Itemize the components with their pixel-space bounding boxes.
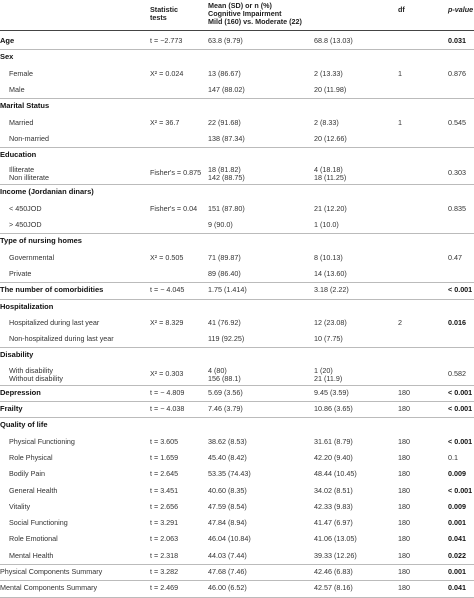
- row-mild: 9 (90.0): [208, 220, 233, 229]
- row-label: With disability Without disability: [9, 365, 63, 383]
- table-row: [0, 218, 474, 234]
- table-row: [0, 34, 474, 50]
- row-label: Income (Jordanian dinars): [0, 187, 94, 197]
- row-df: 180: [398, 436, 410, 446]
- row-p: 0.001: [448, 567, 466, 576]
- row-mild: 41 (76.92): [208, 317, 241, 327]
- table-row: [0, 99, 474, 115]
- row-moderate: 39.33 (12.26): [314, 550, 357, 560]
- row-moderate: 42.57 (8.16): [314, 583, 353, 593]
- row-label: > 450JOD: [9, 220, 42, 229]
- row-test: X² = 0.505: [150, 252, 184, 262]
- table-row: [0, 467, 474, 483]
- row-p: 0.041: [448, 534, 466, 544]
- row-mild: 44.03 (7.44): [208, 550, 247, 560]
- row-test: t = − 4.809: [150, 387, 185, 397]
- row-mild: 5.69 (3.56): [208, 387, 243, 397]
- row-test: t = 3.291: [150, 518, 179, 528]
- row-label: The number of comorbidities: [0, 285, 104, 295]
- table-row: [0, 500, 474, 516]
- row-label: Role Physical: [9, 452, 53, 462]
- row-test: t = 2.469: [150, 583, 179, 593]
- table-row: [0, 164, 474, 185]
- row-moderate: 68.8 (13.03): [314, 36, 353, 45]
- header-tests: Statistic tests: [150, 5, 178, 22]
- row-moderate: 10 (7.75): [314, 334, 343, 344]
- table-row: [0, 251, 474, 267]
- row-label: Mental Components Summary: [0, 583, 98, 593]
- table-row: [0, 316, 474, 332]
- row-p: 0.031: [448, 36, 466, 45]
- table-header: [0, 0, 474, 31]
- row-moderate: 41.47 (6.97): [314, 518, 353, 528]
- row-moderate: 2 (13.33): [314, 68, 343, 78]
- row-test: t = 1.659: [150, 452, 179, 462]
- row-test: Fisher's = 0.04: [150, 203, 198, 213]
- row-moderate: 21 (12.20): [314, 203, 347, 213]
- row-test: t = 2.645: [150, 469, 179, 479]
- table-row: [0, 402, 474, 418]
- row-df: 180: [398, 469, 410, 479]
- row-moderate: 20 (11.98): [314, 84, 347, 94]
- row-p: 0.022: [448, 550, 466, 560]
- table-row: [0, 549, 474, 565]
- table-row: [0, 148, 474, 164]
- row-divider: [0, 597, 474, 598]
- row-label: Bodily Pain: [9, 469, 45, 479]
- row-p: < 0.001: [448, 485, 473, 495]
- row-mild: 4 (80) 156 (88.1): [208, 365, 241, 383]
- table-row: [0, 365, 474, 386]
- row-label: Age: [0, 36, 15, 45]
- row-moderate: 14 (13.60): [314, 268, 347, 278]
- row-test: t = 2.656: [150, 501, 179, 511]
- row-label: Social Functioning: [9, 518, 68, 528]
- table-row: [0, 300, 474, 316]
- header-p: p-value: [448, 5, 474, 14]
- row-mild: 18 (81.82) 142 (88.75): [208, 165, 245, 183]
- row-p: 0.009: [448, 469, 466, 479]
- row-moderate: 1 (20) 21 (11.9): [314, 365, 343, 383]
- row-test: X² = 36.7: [150, 117, 180, 127]
- row-mild: 47.68 (7.46): [208, 567, 247, 576]
- table-row: [0, 418, 474, 434]
- table-row: [0, 132, 474, 148]
- row-label: General Health: [9, 485, 58, 495]
- row-test: t = 2.063: [150, 534, 179, 544]
- row-moderate: 4 (18.18) 18 (11.25): [314, 165, 347, 183]
- row-label: Non-married: [9, 133, 49, 143]
- row-mild: 63.8 (9.79): [208, 36, 243, 45]
- table-row: [0, 267, 474, 283]
- row-p: < 0.001: [448, 404, 473, 413]
- row-p: 0.041: [448, 583, 466, 593]
- row-p: 0.016: [448, 317, 466, 327]
- row-test: t = −2.773: [150, 36, 183, 45]
- row-moderate: 1 (10.0): [314, 220, 339, 229]
- row-label: Physical Functioning: [9, 436, 75, 446]
- row-p: 0.545: [448, 117, 466, 127]
- row-mild: 46.04 (10.84): [208, 534, 251, 544]
- row-label: Female: [9, 68, 33, 78]
- row-p: 0.582: [448, 368, 466, 378]
- row-df: 180: [398, 404, 410, 413]
- row-label: Disability: [0, 350, 34, 360]
- row-moderate: 31.61 (8.79): [314, 436, 353, 446]
- row-label: < 450JOD: [9, 203, 42, 213]
- table-row: [0, 67, 474, 83]
- table-row: [0, 185, 474, 201]
- row-mild: 7.46 (3.79): [208, 404, 243, 413]
- row-label: Depression: [0, 387, 41, 397]
- row-p: 0.001: [448, 518, 466, 528]
- row-label: Physical Components Summary: [0, 567, 103, 576]
- row-mild: 147 (88.02): [208, 84, 245, 94]
- row-p: < 0.001: [448, 285, 473, 295]
- row-label: Male: [9, 84, 25, 94]
- row-p: < 0.001: [448, 387, 473, 397]
- row-mild: 47.84 (8.94): [208, 518, 247, 528]
- row-mild: 13 (86.67): [208, 68, 241, 78]
- row-mild: 53.35 (74.43): [208, 469, 251, 479]
- table-row: [0, 234, 474, 250]
- row-df: 180: [398, 550, 410, 560]
- table-row: [0, 516, 474, 532]
- row-label: Sex: [0, 52, 14, 62]
- row-df: 180: [398, 501, 410, 511]
- table-row: [0, 484, 474, 500]
- row-test: X² = 0.024: [150, 68, 184, 78]
- table-row: [0, 332, 474, 348]
- row-moderate: 2 (8.33): [314, 117, 339, 127]
- row-label: Illiterate Non illiterate: [9, 165, 49, 183]
- row-mild: 71 (89.87): [208, 252, 241, 262]
- row-mild: 45.40 (8.42): [208, 452, 247, 462]
- row-label: Hospitalization: [0, 301, 54, 311]
- row-label: Mental Health: [9, 550, 54, 560]
- row-moderate: 12 (23.08): [314, 317, 347, 327]
- row-moderate: 41.06 (13.05): [314, 534, 357, 544]
- row-mild: 119 (92.25): [208, 334, 245, 344]
- table-row: [0, 386, 474, 402]
- table-row: [0, 283, 474, 299]
- row-moderate: 9.45 (3.59): [314, 387, 349, 397]
- row-mild: 151 (87.80): [208, 203, 245, 213]
- row-label: Marital Status: [0, 101, 50, 111]
- row-mild: 47.59 (8.54): [208, 501, 247, 511]
- row-moderate: 42.20 (9.40): [314, 452, 353, 462]
- row-df: 180: [398, 452, 410, 462]
- row-mild: 40.60 (8.35): [208, 485, 247, 495]
- row-label: Governmental: [9, 252, 55, 262]
- row-test: t = − 4.045: [150, 285, 185, 295]
- row-df: 180: [398, 518, 410, 528]
- row-moderate: 10.86 (3.65): [314, 404, 353, 413]
- row-label: Frailty: [0, 404, 23, 413]
- row-df: 180: [398, 583, 410, 593]
- table-row: [0, 435, 474, 451]
- header-mean-sub2: Mild (160) vs. Moderate (22): [208, 17, 302, 26]
- header-mean-title: Mean (SD) or n (%): [208, 1, 272, 10]
- row-df: 180: [398, 534, 410, 544]
- row-test: X² = 0.303: [150, 368, 184, 378]
- table-row: [0, 348, 474, 364]
- row-p: 0.835: [448, 203, 466, 213]
- row-mild: 38.62 (8.53): [208, 436, 247, 446]
- row-mild: 1.75 (1.414): [208, 285, 247, 295]
- row-test: Fisher's = 0.875: [150, 168, 202, 178]
- row-test: X² = 8.329: [150, 317, 184, 327]
- row-df: 1: [398, 117, 402, 127]
- table-row: [0, 532, 474, 548]
- table-row: [0, 83, 474, 99]
- row-moderate: 42.33 (9.83): [314, 501, 353, 511]
- row-p: 0.1: [448, 452, 458, 462]
- row-df: 180: [398, 567, 410, 576]
- row-df: 1: [398, 68, 402, 78]
- row-moderate: 3.18 (2.22): [314, 285, 349, 295]
- table-row: [0, 451, 474, 467]
- table-row: [0, 202, 474, 218]
- row-label: Role Emotional: [9, 534, 58, 544]
- row-df: 180: [398, 485, 410, 495]
- row-test: t = 2.318: [150, 550, 179, 560]
- row-moderate: 8 (10.13): [314, 252, 343, 262]
- row-p: 0.876: [448, 68, 466, 78]
- row-p: 0.303: [448, 168, 466, 178]
- row-label: Vitality: [9, 501, 31, 511]
- table-row: [0, 116, 474, 132]
- row-df: 180: [398, 387, 410, 397]
- table-row: [0, 565, 474, 581]
- row-label: Private: [9, 268, 32, 278]
- row-p: 0.47: [448, 252, 462, 262]
- row-mild: 22 (91.68): [208, 117, 241, 127]
- row-label: Hospitalized during last year: [9, 317, 100, 327]
- header-mean-sub: Cognitive Impairment: [208, 9, 282, 18]
- row-label: Education: [0, 150, 37, 160]
- table-row: [0, 581, 474, 597]
- row-mild: 89 (86.40): [208, 268, 241, 278]
- row-test: t = − 4.038: [150, 404, 185, 413]
- row-p: < 0.001: [448, 436, 473, 446]
- row-moderate: 48.44 (10.45): [314, 469, 357, 479]
- row-mild: 46.00 (6.52): [208, 583, 247, 593]
- row-mild: 138 (87.34): [208, 133, 245, 143]
- table-row: [0, 50, 474, 66]
- row-label: Type of nursing homes: [0, 236, 82, 246]
- row-moderate: 34.02 (8.51): [314, 485, 353, 495]
- row-p: 0.009: [448, 501, 466, 511]
- row-test: t = 3.451: [150, 485, 179, 495]
- row-label: Married: [9, 117, 34, 127]
- row-moderate: 42.46 (6.83): [314, 567, 353, 576]
- row-label: Non-hospitalized during last year: [9, 334, 114, 344]
- row-label: Quality of life: [0, 420, 48, 430]
- header-mean: [208, 2, 302, 26]
- row-df: 2: [398, 317, 402, 327]
- row-test: t = 3.282: [150, 567, 179, 576]
- row-test: t = 3.605: [150, 436, 179, 446]
- row-moderate: 20 (12.66): [314, 133, 347, 143]
- header-df: df: [398, 5, 405, 14]
